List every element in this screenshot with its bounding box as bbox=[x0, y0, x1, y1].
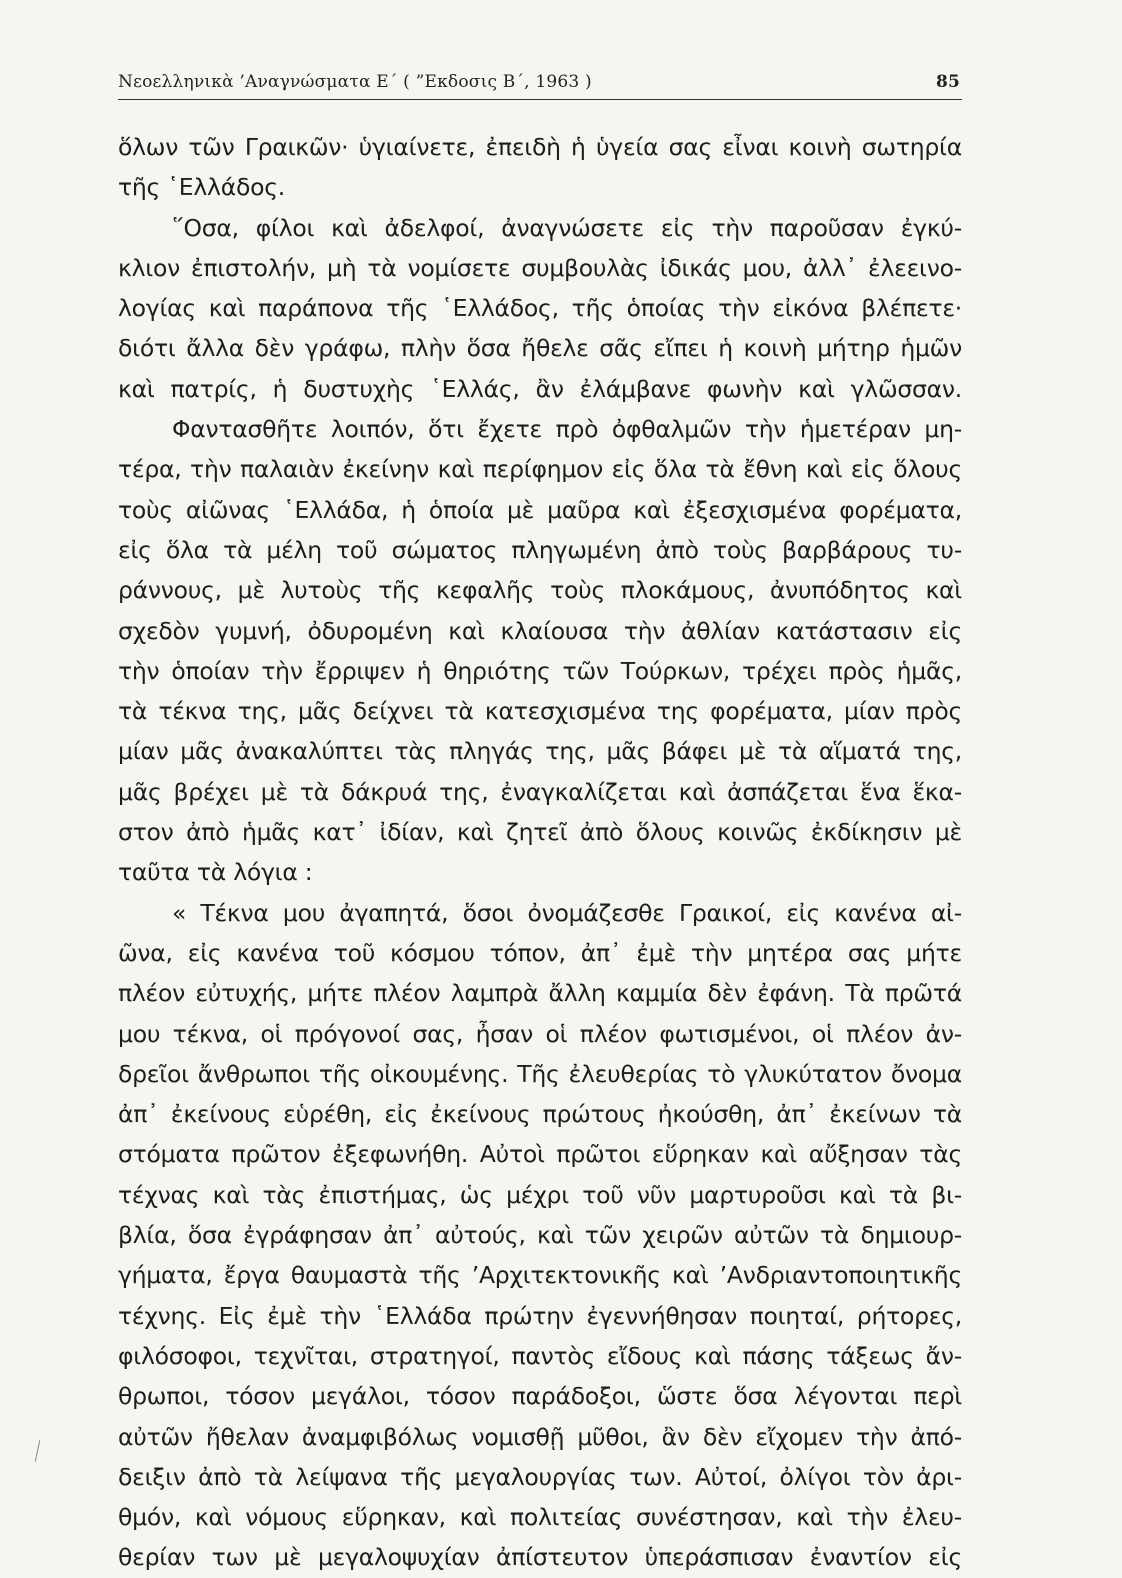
text-line: τέχνας καὶ τὰς ἐπιστήμας, ὡς μέχρι τοῦ νῦν μαρτυροῦσι καὶ τὰ βι- bbox=[118, 1180, 962, 1209]
header-rule bbox=[118, 99, 962, 100]
page-number: 85 bbox=[935, 72, 960, 92]
text-line: δειξιν ἀπὸ τὰ λείψανα τῆς μεγαλουργίας των. Αὐτοί, ὀλίγοι τὸν ἀρι- bbox=[118, 1462, 962, 1491]
text-line: τέχνης. Εἰς ἐμὲ τὴν ῾Ελλάδα πρώτην ἐγεννήθησαν ποιηταί, ρήτορες, bbox=[118, 1301, 962, 1330]
text-line: πλέον εὐτυχής, μήτε πλέον λαμπρὰ ἄλλη καμμία δὲν ἐφάνη. Τὰ πρῶτά bbox=[118, 979, 962, 1008]
text-line: θερίαν των μὲ μεγαλοψυχίαν ἀπίστευτον ὑπεράσπισαν ἐναντίον εἰς bbox=[118, 1543, 962, 1572]
text-line: αὐτῶν ἤθελαν ἀναμφιβόλως νομισθῇ μῦθοι, ἂν δὲν εἴχομεν τὴν ἀπό- bbox=[118, 1422, 962, 1451]
text-line: καὶ πατρίς, ἡ δυστυχὴς ῾Ελλάς, ἂν ἐλάμβανε φωνὴν καὶ γλῶσσαν. bbox=[118, 374, 962, 403]
text-line: ῞Οσα, φίλοι καὶ ἀδελφοί, ἀναγνώσετε εἰς τὴν παροῦσαν ἐγκύ- bbox=[172, 213, 962, 242]
text-line: τέρα, τὴν παλαιὰν ἐκείνην καὶ περίφημον εἰς ὅλα τὰ ἔθνη καὶ εἰς ὅλους bbox=[118, 455, 962, 484]
body-text bbox=[118, 127, 962, 1578]
stray-pencil-mark bbox=[35, 1440, 41, 1462]
text-line: μίαν μᾶς ἀνακαλύπτει τὰς πληγάς της, μᾶς βάφει μὲ τὰ αἵματά της, bbox=[118, 737, 962, 766]
text-line: τῆς ῾Ελλάδος. bbox=[118, 173, 285, 202]
text-line: τοὺς αἰῶνας ῾Ελλάδα, ἡ ὁποία μὲ μαῦρα καὶ ἐξεσχισμένα φορέματα, bbox=[118, 495, 962, 524]
text-line: διότι ἄλλα δὲν γράφω, πλὴν ὅσα ἤθελε σᾶς εἴπει ἡ κοινὴ μήτηρ ἡμῶν bbox=[118, 334, 962, 363]
text-line: ταῦτα τὰ λόγια : bbox=[118, 858, 313, 887]
text-line: τὰ τέκνα της, μᾶς δείχνει τὰ κατεσχισμένα της φορέματα, μίαν πρὸς bbox=[118, 697, 962, 726]
text-line: θμόν, καὶ νόμους εὕρηκαν, καὶ πολιτείας συνέστησαν, καὶ τὴν ἐλευ- bbox=[118, 1503, 962, 1532]
text-line: εἰς ὅλα τὰ μέλη τοῦ σώματος πληγωμένη ἀπὸ τοὺς βαρβάρους τυ- bbox=[118, 535, 962, 564]
running-header-title: Νεοελληνικὰ ’Αναγνώσματα Ε΄ ( ”Εκδοσις Β΄, 1963 ) bbox=[118, 72, 592, 92]
text-line: ράννους, μὲ λυτοὺς τῆς κεφαλῆς τοὺς πλοκάμους, ἀνυπόδητος καὶ bbox=[118, 576, 962, 605]
text-line: θρωποι, τόσον μεγάλοι, τόσον παράδοξοι, ὥστε ὅσα λέγονται περὶ bbox=[118, 1382, 962, 1411]
text-line: σχεδὸν γυμνή, ὀδυρομένη καὶ κλαίουσα τὴν ἀθλίαν κατάστασιν εἰς bbox=[118, 616, 962, 645]
running-header bbox=[118, 64, 962, 98]
text-line: στόματα πρῶτον ἐξεφωνήθη. Αὐτοὶ πρῶτοι εὕρηκαν καὶ αὔξησαν τὰς bbox=[118, 1140, 962, 1169]
text-line: τὴν ὁποίαν τὴν ἔρριψεν ἡ θηριότης τῶν Τούρκων, τρέχει πρὸς ἡμᾶς, bbox=[118, 656, 962, 685]
text-line: ἀπ᾽ ἐκείνους εὑρέθη, εἰς ἐκείνους πρώτους ἠκούσθη, ἀπ᾽ ἐκείνων τὰ bbox=[118, 1100, 962, 1129]
text-line: μου τέκνα, οἱ πρόγονοί σας, ἦσαν οἱ πλέον φωτισμένοι, οἱ πλέον ἀν- bbox=[118, 1019, 962, 1048]
text-line: « Τέκνα μου ἀγαπητά, ὅσοι ὀνομάζεσθε Γραικοί, εἰς κανένα αἰ- bbox=[172, 898, 962, 927]
text-line: δρεῖοι ἄνθρωποι τῆς οἰκουμένης. Τῆς ἐλευθερίας τὸ γλυκύτατον ὄνομα bbox=[118, 1059, 962, 1088]
text-line: λογίας καὶ παράπονα τῆς ῾Ελλάδος, τῆς ὁποίας τὴν εἰκόνα βλέπετε· bbox=[118, 294, 962, 323]
text-line: βλία, ὅσα ἐγράφησαν ἀπ᾽ αὐτούς, καὶ τῶν χειρῶν αὐτῶν τὰ δημιουρ- bbox=[118, 1221, 962, 1250]
text-line: μᾶς βρέχει μὲ τὰ δάκρυά της, ἐναγκαλίζεται καὶ ἀσπάζεται ἕνα ἕκα- bbox=[118, 777, 962, 806]
text-line: φιλόσοφοι, τεχνῖται, στρατηγοί, παντὸς εἴδους καὶ πάσης τάξεως ἄν- bbox=[118, 1341, 962, 1370]
text-line: ῶνα, εἰς κανένα τοῦ κόσμου τόπον, ἀπ᾽ ἐμὲ τὴν μητέρα σας μήτε bbox=[118, 938, 962, 967]
text-line: Φαντασθῆτε λοιπόν, ὅτι ἔχετε πρὸ ὀφθαλμῶν τὴν ἡμετέραν μη- bbox=[172, 415, 962, 444]
text-line: ὅλων τῶν Γραικῶν· ὑγιαίνετε, ἐπειδὴ ἡ ὑγεία σας εἶναι κοινὴ σωτηρία bbox=[118, 133, 962, 161]
text-line: γήματα, ἔργα θαυμαστὰ τῆς ’Αρχιτεκτονικῆς καὶ ’Ανδριαντοποιητικῆς bbox=[118, 1261, 962, 1290]
text-line: στον ἀπὸ ἡμᾶς κατ᾽ ἰδίαν, καὶ ζητεῖ ἀπὸ ὅλους κοινῶς ἐκδίκησιν μὲ bbox=[118, 818, 962, 847]
text-line: κλιον ἐπιστολήν, μὴ τὰ νομίσετε συμβουλὰς ἰδικάς μου, ἀλλ᾽ ἐλεεινο- bbox=[118, 253, 962, 282]
